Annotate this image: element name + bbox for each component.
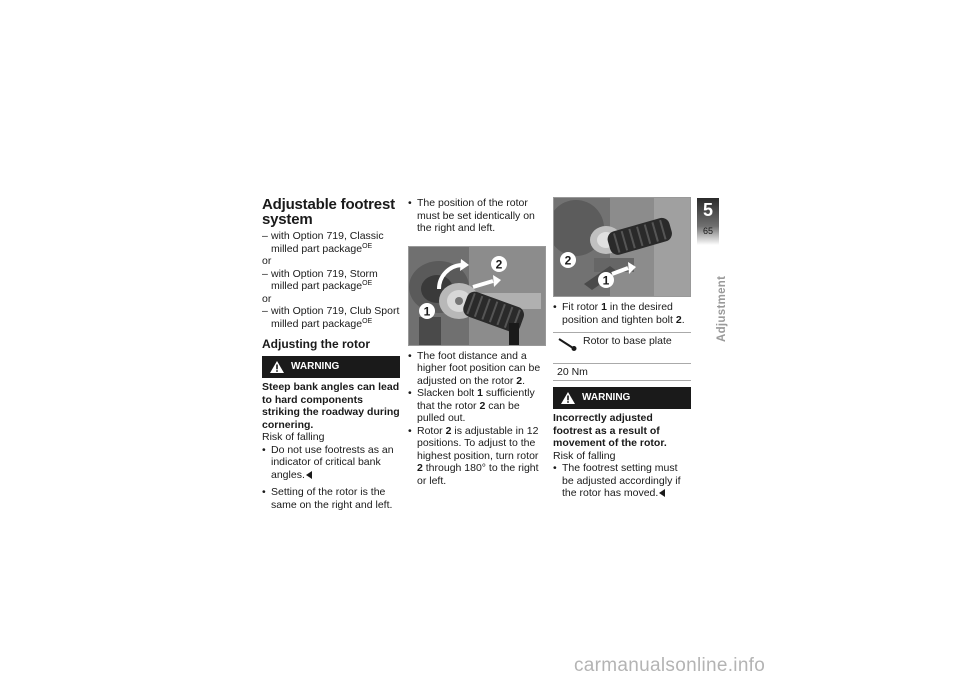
warning-triangle-icon [270, 361, 284, 373]
column-left [262, 197, 400, 511]
warning-banner: WARNING [553, 387, 691, 409]
torque-wrench-icon [557, 337, 577, 351]
footrest-photo [408, 246, 546, 346]
photo-label: 1 [602, 273, 610, 288]
subsection-title: Adjusting the rotor [262, 337, 370, 351]
option-item: – with Option 719, Club Sport milled part package$^{OE}$ [262, 305, 400, 330]
list-item: • Slacken bolt 1 sufficiently that the rotor 2 can be pulled out. [408, 387, 546, 425]
list-item: • Setting of the rotor is the same on the right and left. [262, 486, 400, 511]
warning-triangle-icon [561, 392, 575, 404]
column-right [553, 197, 691, 500]
warning-text: Steep bank angles can lead to hard components striking the roadway during cornering. [262, 381, 400, 431]
warning-text: Incorrectly adjusted footrest as a result of movement of the rotor. [553, 412, 667, 449]
option-item: – with Option 719, Classic milled part package$^{OE}$ [262, 230, 400, 255]
chapter-side-label: Adjustment [716, 275, 728, 342]
list-item: • The foot distance and a higher foot position can be adjusted on the rotor 2. [408, 350, 546, 388]
list-item: • Fit rotor 1 in the desired position and tighten bolt 2. [553, 301, 691, 326]
footrest-photo [553, 197, 691, 297]
end-marker-icon [659, 489, 665, 497]
list-item: • The footrest setting must be adjusted accordingly if the rotor has moved. [553, 462, 691, 500]
section-title: Adjustable footrest system [262, 196, 395, 228]
option-item: – with Option 719, Storm milled part package$^{OE}$ [262, 268, 400, 293]
torque-label: Rotor to base plate [583, 335, 672, 347]
risk-text: Risk of falling [262, 431, 325, 443]
torque-value: 20 Nm [557, 366, 588, 378]
end-marker-icon [306, 471, 312, 479]
chapter-tab [697, 198, 719, 245]
photo-label: 1 [423, 304, 431, 318]
photo-label: 2 [564, 253, 572, 268]
list-item: • The position of the rotor must be set identically on the right and left. [408, 197, 546, 235]
page-number: 65 [702, 226, 713, 236]
photo-label: 2 [495, 257, 503, 271]
risk-text: Risk of falling [553, 449, 616, 462]
or-separator: or [262, 255, 272, 267]
footrest-illustration [554, 198, 690, 296]
footrest-illustration [409, 247, 545, 345]
torque-spec-label-row [553, 333, 691, 364]
watermark: carmanualsonline.info [574, 655, 766, 676]
torque-spec-table [553, 332, 691, 381]
warning-banner: WARNING [262, 356, 400, 378]
or-separator: or [262, 292, 272, 305]
chapter-number: 5 [702, 200, 713, 220]
list-item: • Rotor 2 is adjustable in 12 positions. To adjust to the highest position, turn rotor 2 through 180° to the right or left. [408, 425, 546, 488]
list-item: • Do not use footrests as an indicator of critical bank angles. [262, 444, 400, 482]
column-middle [408, 197, 546, 487]
